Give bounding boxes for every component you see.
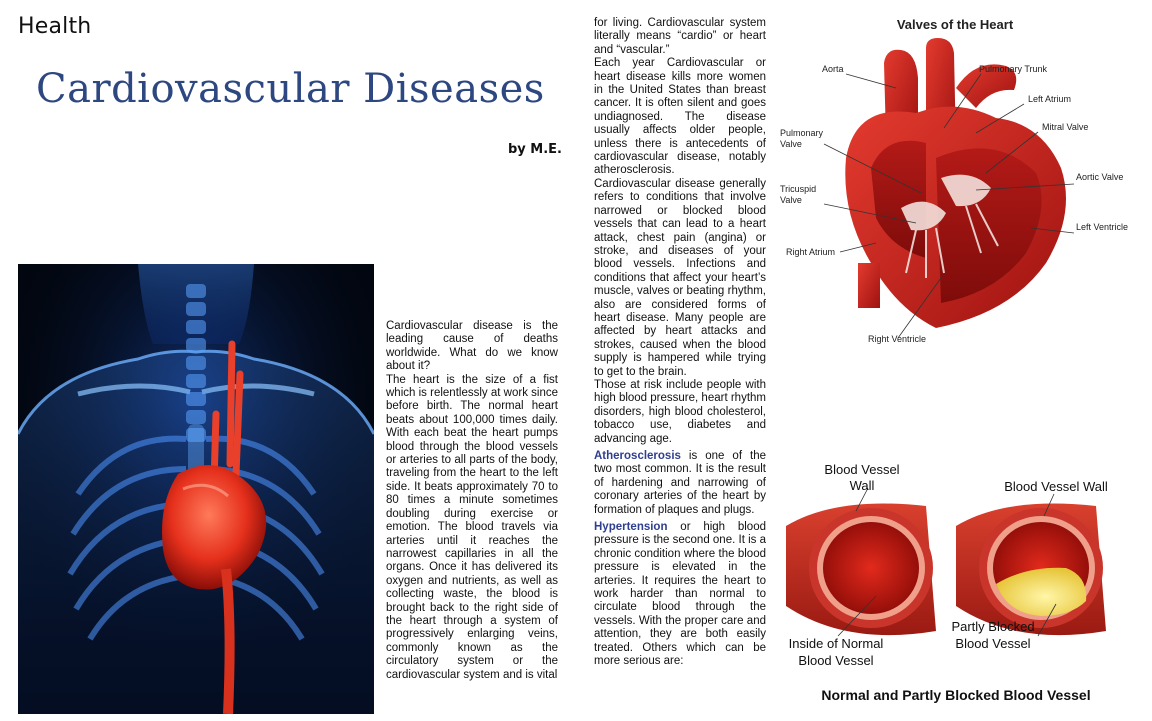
paragraph-atherosclerosis	[594, 450, 766, 517]
label-vessel-wall-left: Blood Vessel	[824, 462, 900, 477]
label-vessel-wall-left-2: Wall	[849, 478, 875, 493]
label-mitral-valve: Mitral Valve	[1042, 122, 1089, 132]
label-right-atrium: Right Atrium	[786, 247, 836, 257]
label-pulmonary-trunk: Pulmonary Trunk	[979, 64, 1048, 74]
paragraph: Those at risk include people with high blood pressure, heart rhythm disorders, high blood cholesterol, tobacco use, diabetes and advancing age.	[594, 378, 766, 445]
article-column-1	[386, 320, 558, 712]
label-pulmonary-valve-2: Valve	[780, 139, 802, 149]
paragraph-hypertension	[594, 521, 766, 668]
diagram-title: Valves of the Heart	[896, 17, 1014, 32]
article-column-2	[594, 17, 766, 713]
term-hypertension: Hypertension	[594, 521, 668, 534]
paragraph: The heart is the size of a fist which is relentlessly at work since before birth. The normal heart beats about 100,000 times daily. With each beat the heart pumps blood through the blood vessels or arteries to all parts of the body, traveling from the heart to the left side. It beats approximately 70 to 80 times a minute sometimes doubling during exercise or emotion. The blood travels via arteries until it reaches the narrowest capillaries in all the organs. Once it has delivered its oxygen and nutrients, as well as collecting waste, the blood is brought back to the right side of the heart through a system of progressively enlarging veins, commonly known as the circulatory system or the cardiovascular system and is vital	[386, 373, 558, 681]
label-inside-normal: Inside of Normal	[788, 636, 884, 651]
label-pulmonary-valve: Pulmonary	[780, 128, 824, 138]
label-partly-blocked-2: Blood Vessel	[955, 636, 1031, 651]
label-partly-blocked: Partly Blocked	[951, 619, 1035, 634]
term-text: or high blood pressure is the second one. It is a chronic condition where the blood pressure is elevated in the arteries. It requires the heart to work harder than normal to circulate blood through the vessels. With the proper care and attention, they are both easily treated. Others which can be more serious are:	[594, 521, 766, 668]
article-title: Cardiovascular Diseases	[36, 66, 545, 112]
label-tricuspid-valve-2: Valve	[780, 195, 802, 205]
section-label: Health	[18, 14, 92, 39]
label-left-atrium: Left Atrium	[1028, 94, 1072, 104]
term-text: is one of the two most common. It is the result of hardening and narrowing of coronary arteries of the heart by formation of plaques and plugs.	[594, 450, 766, 516]
byline: by M.E.	[508, 142, 562, 157]
heart-valves-diagram	[776, 8, 1152, 354]
blood-vessel-diagram	[776, 456, 1152, 716]
vessel-diagram-caption: Normal and Partly Blocked Blood Vessel	[821, 687, 1091, 703]
paragraph: Cardiovascular disease generally refers to conditions that involve narrowed or blocked blood vessels that can lead to a heart attack, chest pain (angina) or stroke, and diseases of your blood vessels. Infections and conditions that affect your heart’s muscle, valves or beating rhythm, also are considered forms of heart disease. Many people are affected by heart attacks and strokes, caused when the blood supply is hampered while trying to get to the brain.	[594, 177, 766, 378]
label-aortic-valve: Aortic Valve	[1076, 172, 1124, 182]
label-inside-normal-2: Blood Vessel	[798, 653, 874, 668]
label-aorta: Aorta	[822, 64, 844, 74]
label-vessel-wall-right: Blood Vessel Wall	[1004, 479, 1108, 494]
paragraph: for living. Cardiovascular system literally means “cardio” or heart and “vascular.”	[594, 17, 766, 56]
label-left-ventricle: Left Ventricle	[1076, 222, 1129, 232]
xray-heart-photo	[18, 264, 374, 714]
paragraph: Each year Cardiovascular or heart disease kills more women in the United States than breast cancer. It is often silent and goes undiagnosed. The disease usually affects older people, unless there is antecedents of cardiovascular disease, notably atherosclerosis.	[594, 57, 766, 177]
paragraph: Cardiovascular disease is the leading cause of deaths worldwide. What do we know about it?	[386, 320, 558, 373]
term-atherosclerosis: Atherosclerosis	[594, 450, 681, 462]
label-right-ventricle: Right Ventricle	[868, 334, 927, 344]
label-tricuspid-valve: Tricuspid	[780, 184, 817, 194]
